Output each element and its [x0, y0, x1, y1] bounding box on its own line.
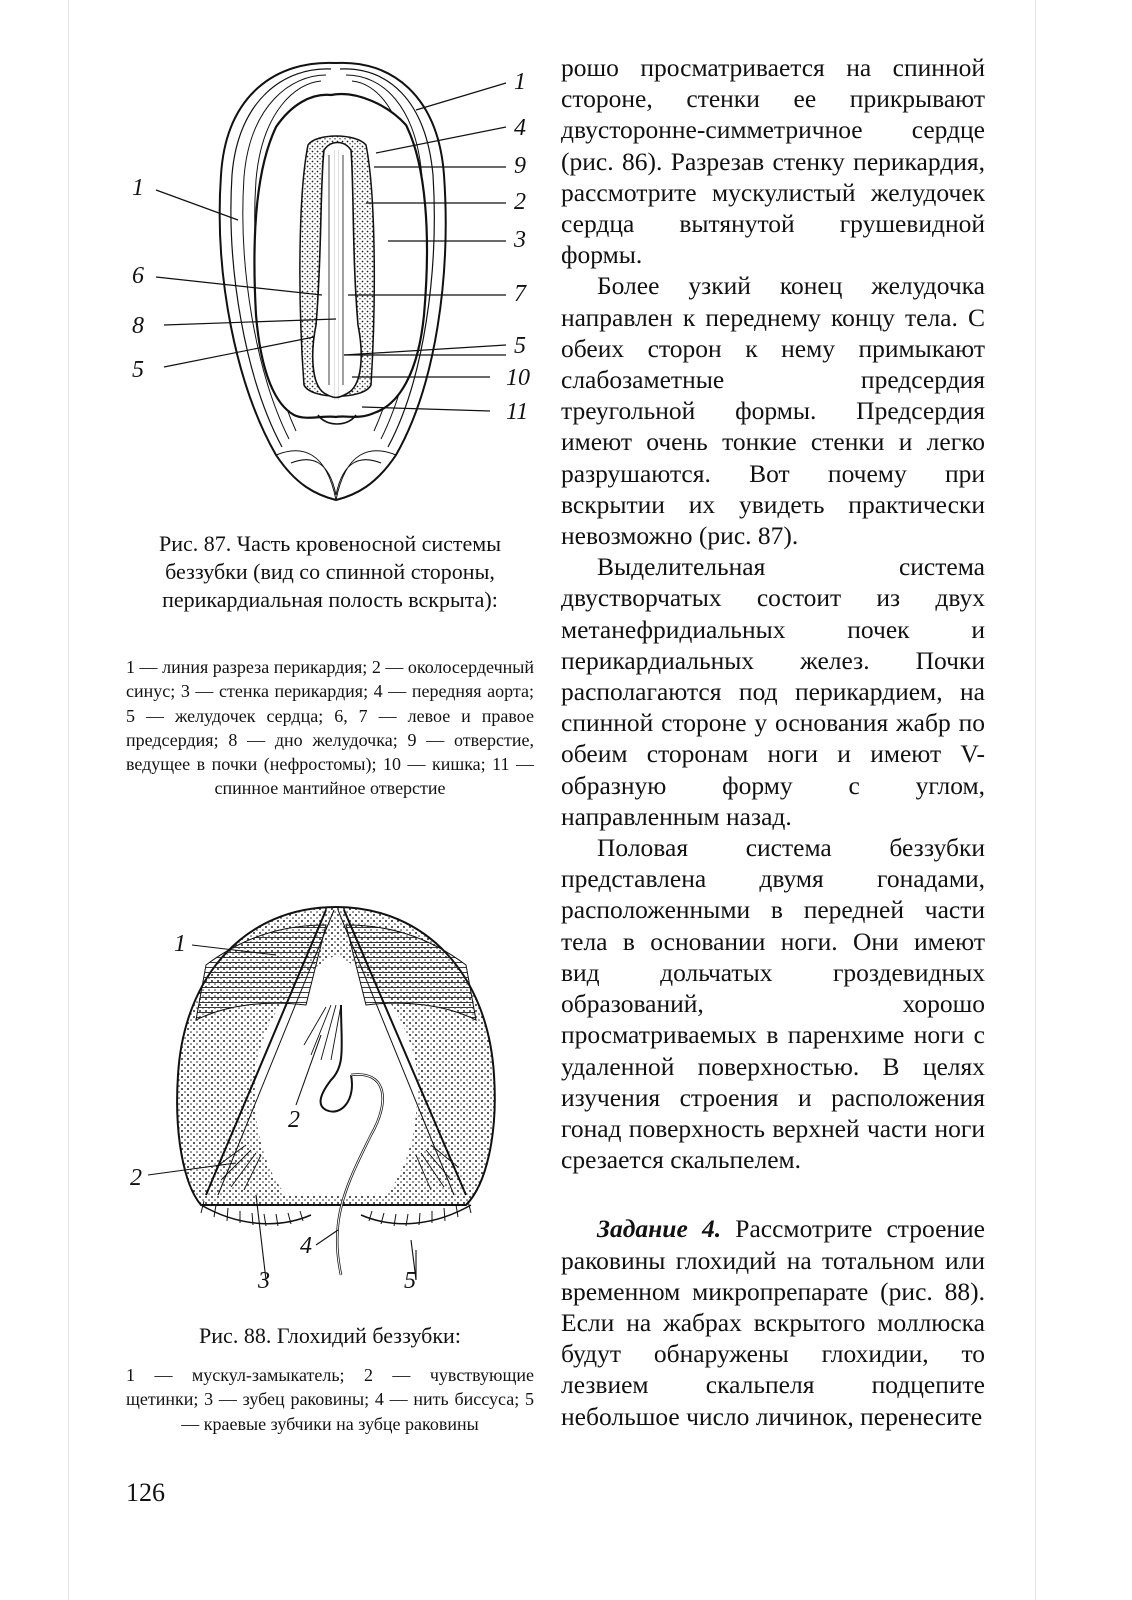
figure-87-caption-legend: 1 — линия разреза перикардия; 2 — околосердечный синус; 3 — стенка перикардия; 4 — передняя аорта; 5 — желудочек сердца; 6, 7 — левое и правое предсердия; 8 — дно желудочка; 9 — отверстие, ведущее в почки (нефростомы); 10 — кишка; 11 — спинное мантийное отверстие: [126, 657, 534, 799]
fig87-label: 6: [132, 263, 144, 289]
paragraph: Выделительная система двустворчатых состоит из двух метанефридиальных почек и перикардиальных желез. Почки располагаются под перикардием, на спинной стороне у основания жабр по обеим сторонам ноги и имеют V-образную форму с углом, направленным назад.: [561, 552, 985, 831]
fig87-label: 11: [506, 399, 529, 425]
fig88-label: 2: [130, 1165, 142, 1191]
figure-87-caption-title: Рис. 87. Часть кровеносной системы беззубки (вид со спинной стороны, перикардиальная полость вскрыта):: [159, 531, 501, 612]
task-paragraph: [561, 1213, 985, 1431]
fig88-label: 3: [258, 1268, 270, 1294]
fig87-label: 5: [132, 357, 144, 383]
fig87-label: 9: [514, 153, 526, 179]
fig87-label: 1: [514, 69, 526, 95]
fig88-label: 5: [404, 1268, 416, 1294]
fig87-label: 10: [506, 365, 530, 391]
fig88-label: 2: [288, 1107, 300, 1133]
figure-87-drawing: [126, 55, 546, 510]
fig87-label: 7: [514, 281, 526, 307]
paragraph: Половая система беззубки представлена двумя гонадами, расположенными в передней части тела в основании ноги. Они имеют вид дольчатых гроздевидных образований, хорошо просматриваемых в паренхиме ноги с удаленной поверхностью. В целях изучения строения и расположения гонад поверхность верхней части ноги срезается скальпелем.: [561, 833, 985, 1175]
figure-88-caption-legend: 1 — мускул-замыкатель; 2 — чувствующие щетинки; 3 — зубец раковины; 4 — нить биссуса; 5 — краевые зубчики на зубце раковины: [126, 1365, 534, 1434]
fig87-label: 8: [132, 313, 144, 339]
fig87-label: 3: [514, 227, 526, 253]
figure-88-caption-title: Рис. 88. Глохидий беззубки:: [199, 1323, 461, 1348]
task-label: Задание 4.: [597, 1214, 722, 1244]
paragraph: Более узкий конец желудочка направлен к переднему концу тела. С обеих сторон к нему примыкают слабозаметные предсердия треугольной формы. Предсердия имеют очень тонкие стенки и легко разрушаются. Вот почему при вскрытии их увидеть практически невозможно (рис. 87).: [561, 271, 985, 551]
task-text: Рассмотрите строение раковины глохидий на тотальном или временном микропрепарате (рис. 88). Если на жабрах вскрытого моллюска будут обнаружены глохидии, то лезвием скальпеля подцепите небольшое число личинок, перенесите: [561, 1214, 985, 1431]
fig87-label: 2: [514, 189, 526, 215]
paragraph: рошо просматривается на спинной стороне, стенки ее прикрывают двусторонне-симметричное сердце (рис. 86). Разрезав стенку перикардия, рассмотрите мускулистый желудочек сердца вытянутой грушевидной формы.: [561, 53, 985, 270]
body-text-column: [561, 52, 985, 1432]
fig87-label: 1: [132, 175, 144, 201]
figure-88-drawing: [126, 895, 546, 1300]
fig88-label: 4: [300, 1233, 312, 1259]
fig88-label: 1: [174, 931, 186, 957]
page-number: 126: [126, 1478, 165, 1507]
fig87-label: 4: [514, 115, 526, 141]
fig87-label: 5: [514, 333, 526, 359]
